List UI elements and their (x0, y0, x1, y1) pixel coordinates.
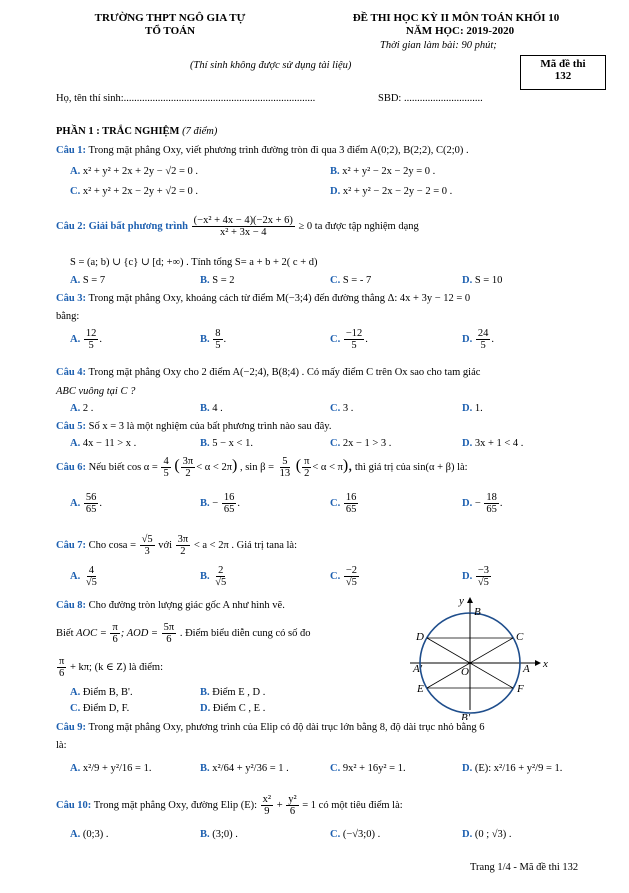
q2-option-d[interactable]: D. S = 10 (462, 275, 503, 286)
q2-option-a[interactable]: A. S = 7 (70, 275, 106, 286)
question-3: Câu 3: Trong mặt phẳng Oxy, khoảng cách từ điểm M(−3;4) đến đường thẳng Δ: 4x + 3y − 12 = 0 (56, 293, 471, 304)
label-b: B (474, 606, 481, 618)
q1-option-d[interactable]: D. x² + y² − 2x − 2y − 2 = 0 . (330, 186, 453, 197)
q2-option-c[interactable]: C. S = - 7 (330, 275, 372, 286)
school-year: NĂM HỌC: 2019-2020 (405, 25, 515, 37)
label-f: F (517, 683, 524, 695)
question-1: Câu 1: Trong mặt phẳng Oxy, viết phương trình đường tròn đi qua 3 điểm A(0;2), B(2;2), C(2;0) . (56, 145, 469, 156)
q3-option-a[interactable]: A. $\frac{12}{5}$ . (70, 328, 102, 352)
question-5: Câu 5: Số x = 3 là một nghiệm của bất phương trình nào sau đây. (56, 421, 332, 432)
question-4: Câu 4: Trong mặt phẳng Oxy cho 2 điểm A(−2;4), B(8;4) . Có mấy điểm C trên Ox sao cho tam giác (56, 367, 481, 378)
q7-option-d[interactable]: D. $\frac{-3}{√5}$ (462, 565, 490, 589)
q10-option-c[interactable]: C. (−√3;0) . (330, 829, 381, 840)
question-4-line2: ABC vuông tại C ? (56, 386, 136, 397)
y-axis-arrow (467, 597, 473, 603)
school-name: TRƯỜNG THPT NGÔ GIA TỰ (94, 12, 246, 24)
question-2: Câu 2: Giải bất phương trình $\frac{\text{(−x² + 4x − 4)(−2x + 6)}}{\text{x² + 3x − 4}}$ ≥ 0 ta được tập nghiệm dạng (56, 215, 419, 239)
q4-option-c[interactable]: C. 3 . (330, 403, 354, 414)
q9-option-a[interactable]: A. x²/9 + y²/16 = 1. (70, 763, 152, 774)
q9-option-d[interactable]: D. (E): x²/16 + y²/9 = 1. (462, 763, 563, 774)
q8-option-a[interactable]: A. Điểm B, B'. (70, 687, 133, 698)
label-a: A (523, 663, 530, 675)
label-d: D (416, 631, 424, 643)
question-9: Câu 9: Trong mặt phẳng Oxy, phương trình của Elip có độ dài trục lớn bằng 8, độ dài trục nhỏ bằng 6 (56, 722, 485, 733)
question-8-line2: Biết AOC = $\frac{\pi}{6}$ ; AOD = $\frac{5\pi}{6}$ . Điểm biểu diễn cung có số đo (56, 622, 311, 646)
q1-option-a[interactable]: A. x² + y² + 2x + 2y − √2 = 0 . (70, 166, 199, 177)
q3-option-c[interactable]: C. $\frac{-12}{5}$ . (330, 328, 368, 352)
label-e: E (417, 683, 424, 695)
department-name: TỔ TOÁN (144, 25, 196, 37)
exam-note: (Thí sinh không được sử dụng tài liệu) (190, 60, 352, 71)
q4-option-b[interactable]: B. 4 . (200, 403, 223, 414)
question-7: Câu 7: Cho cosa = $\frac{√5}{3}$ với $\frac{3\pi}{2}$ < a < 2π . Giá trị tana là: (56, 534, 297, 558)
q8-option-c[interactable]: C. Điểm D, F. (70, 703, 130, 714)
q5-option-c[interactable]: C. 2x − 1 > 3 . (330, 438, 392, 449)
q9-option-b[interactable]: B. x²/64 + y²/36 = 1 . (200, 763, 289, 774)
q7-option-b[interactable]: B. $\frac{2}{√5}$ (200, 565, 227, 589)
q10-option-d[interactable]: D. (0 ; √3) . (462, 829, 512, 840)
question-8-line3: $\frac{\pi}{6}$ + kπ; (k ∈ Z) là điểm: (59, 656, 163, 680)
q3-option-b[interactable]: B. $\frac{8}{5}$ . (200, 328, 227, 352)
q7-option-a[interactable]: A. $\frac{4}{√5}$ (70, 565, 97, 589)
q2-option-b[interactable]: B. S = 2 (200, 275, 235, 286)
label-c: C (516, 631, 524, 643)
q6-option-c[interactable]: C. $\frac{16}{65}$ (330, 492, 357, 516)
q5-option-b[interactable]: B. 5 − x < 1. (200, 438, 253, 449)
q9-option-c[interactable]: C. 9x² + 16y² = 1. (330, 763, 406, 774)
q4-option-d[interactable]: D. 1. (462, 403, 483, 414)
exam-code-box (520, 55, 606, 90)
label-bp: B' (461, 712, 471, 720)
q8-option-d[interactable]: D. Điểm C , E . (200, 703, 266, 714)
q7-option-c[interactable]: C. $\frac{-2}{√5}$ (330, 565, 358, 589)
exam-time: Thời gian làm bài: 90 phút; (380, 40, 497, 51)
q5-option-a[interactable]: A. 4x − 11 > x . (70, 438, 137, 449)
exam-code-label: Mã đề thi (540, 58, 586, 70)
question-2-line2: S = (a; b) ∪ {c} ∪ [d; +∞) . Tính tổng S= a + b + 2( c + d) (70, 257, 318, 268)
q8-option-b[interactable]: B. Điểm E , D . (200, 687, 266, 698)
q10-option-a[interactable]: A. (0;3) . (70, 829, 109, 840)
q1-option-b[interactable]: B. x² + y² − 2x − 2y = 0 . (330, 166, 436, 177)
page-footer: Trang 1/4 - Mã đề thi 132 (470, 862, 579, 873)
label-o: O (461, 666, 469, 678)
q10-option-b[interactable]: B. (3;0) . (200, 829, 238, 840)
label-y: y (459, 595, 464, 607)
label-ap: A' (413, 663, 423, 675)
q6-option-d[interactable]: D. − $\frac{18}{65}$ . (462, 492, 503, 516)
question-9-line2: là: (56, 740, 67, 751)
label-x: x (543, 658, 548, 670)
q5-option-d[interactable]: D. 3x + 1 < 4 . (462, 438, 524, 449)
unit-circle-figure (405, 590, 555, 720)
x-axis-arrow (535, 660, 541, 666)
exam-title: ĐỀ THI HỌC KỲ II MÔN TOÁN KHỐI 10 (352, 12, 560, 24)
student-id-field: SBD: .............................. (378, 93, 483, 104)
student-name-field: Họ, tên thí sinh:......................................................................... (56, 93, 316, 104)
q6-option-b[interactable]: B. − $\frac{16}{65}$ . (200, 492, 240, 516)
question-6: Câu 6: Nếu biết cos α = $\frac{4}{5}$ ( $\frac{3\pi}{2}$ < α < 2π) , sin β = $\frac{5}{13}$ ( $\frac{\pi}{2}$ < α < π), thì giá trị của sin(α + β) là: (56, 456, 468, 480)
question-8: Câu 8: Cho đường tròn lượng giác gốc A như hình vẽ. (56, 600, 285, 611)
question-10: Câu 10: Trong mặt phẳng Oxy, đường Elip (E): $\frac{\text{x²}}{9}$ + $\frac{\text{y²}}{6}$ = 1 có một tiêu điểm là: (56, 794, 403, 818)
question-3-line2: bằng: (56, 311, 80, 322)
exam-code-value: 132 (554, 70, 572, 82)
q2-fraction: $\frac{\text{(−x² + 4x − 4)(−2x + 6)}}{\text{x² + 3x − 4}}$ (193, 215, 293, 239)
q3-option-d[interactable]: D. $\frac{24}{5}$ . (462, 328, 494, 352)
q6-option-a[interactable]: A. $\frac{56}{65}$ . (70, 492, 102, 516)
part-title: PHẦN 1 : TRẮC NGHIỆM (7 điểm) (56, 126, 218, 137)
q1-option-c[interactable]: C. x² + y² + 2x − 2y + √2 = 0 . (70, 186, 199, 197)
q4-option-a[interactable]: A. 2 . (70, 403, 94, 414)
